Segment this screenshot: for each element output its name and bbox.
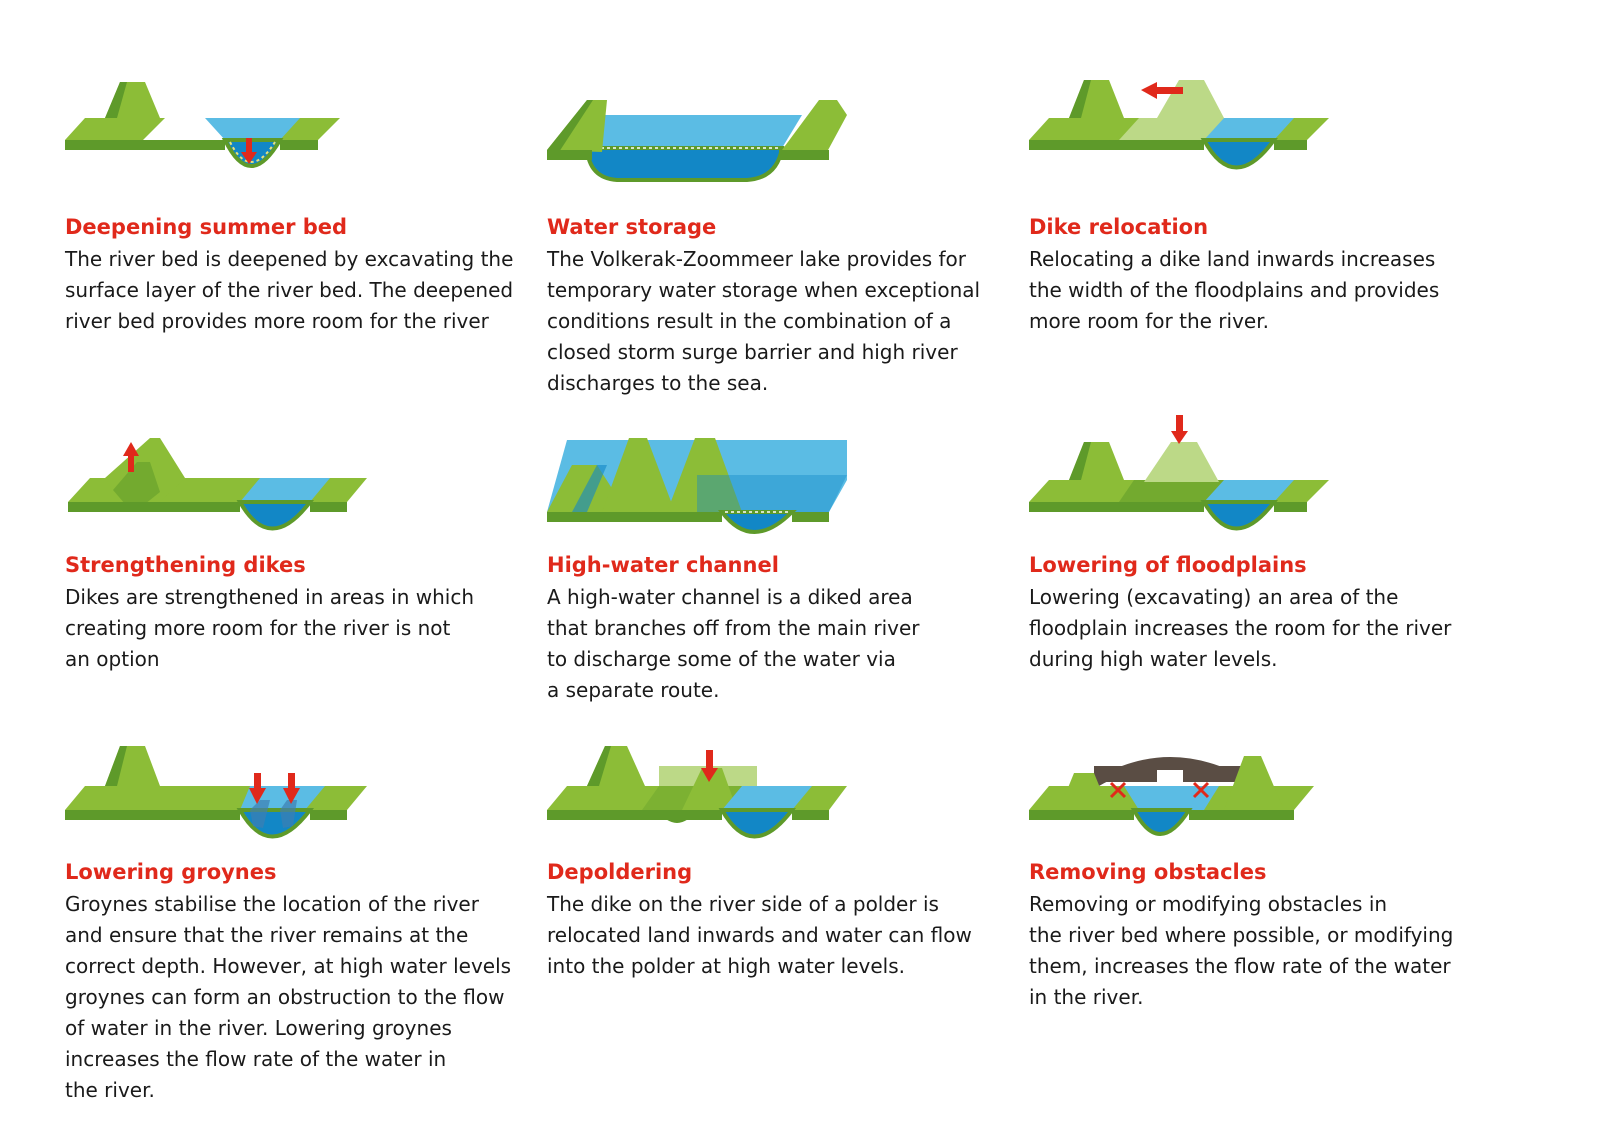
item-title: High-water channel <box>547 553 779 577</box>
lowering-groynes-illustration <box>65 728 385 878</box>
item-description: Relocating a dike land inwards increases the width of the floodplains and provides more room for the river. <box>1029 247 1440 333</box>
dike-relocation-illustration <box>1029 60 1349 210</box>
strengthening-dikes-illustration <box>65 420 385 570</box>
bridge-icon <box>1084 757 1259 786</box>
item-title: Strengthening dikes <box>65 553 306 577</box>
lowering-of-floodplains-illustration <box>1029 420 1349 570</box>
item-description: The river bed is deepened by excavating the surface layer of the river bed. The deepened river bed provides more room for the river <box>65 247 514 333</box>
depoldering-illustration <box>547 728 867 878</box>
removing-obstacles-illustration <box>1029 728 1349 878</box>
item-description: Lowering (excavating) an area of the floodplain increases the room for the river during high water levels. <box>1029 585 1452 671</box>
item-title: Dike relocation <box>1029 215 1209 239</box>
item-description: The Volkerak-Zoommeer lake provides for temporary water storage when exceptional conditions result in the combination of a closed storm surge barrier and high river discharges to the sea. <box>547 247 981 395</box>
item-title: Depoldering <box>547 860 693 884</box>
item-title: Water storage <box>547 215 717 239</box>
item-title: Deepening summer bed <box>65 215 348 239</box>
high-water-channel-illustration <box>547 420 867 570</box>
item-description: Removing or modifying obstacles in the river bed where possible, or modifying them, increases the flow rate of the water in the river. <box>1029 892 1454 1009</box>
down-arrow-icon <box>1171 415 1188 444</box>
water-storage-illustration <box>547 60 867 210</box>
item-description: A high-water channel is a diked area that branches off from the main river to discharge some of the water via a separate route. <box>547 585 920 702</box>
item-description: The dike on the river side of a polder is relocated land inwards and water can flow into the polder at high water levels. <box>547 892 972 978</box>
item-description: Groynes stabilise the location of the river and ensure that the river remains at the correct depth. However, at high water levels groynes can form an obstruction to the flow of water in the river. Lowering groynes increases the flow rate of the water in the river. <box>65 892 512 1102</box>
item-description: Dikes are strengthened in areas in which creating more room for the river is not an option <box>65 585 475 671</box>
deepening-summer-bed-illustration <box>65 60 385 210</box>
item-title: Removing obstacles <box>1029 860 1267 884</box>
item-title: Lowering of floodplains <box>1029 553 1307 577</box>
item-title: Lowering groynes <box>65 860 277 884</box>
